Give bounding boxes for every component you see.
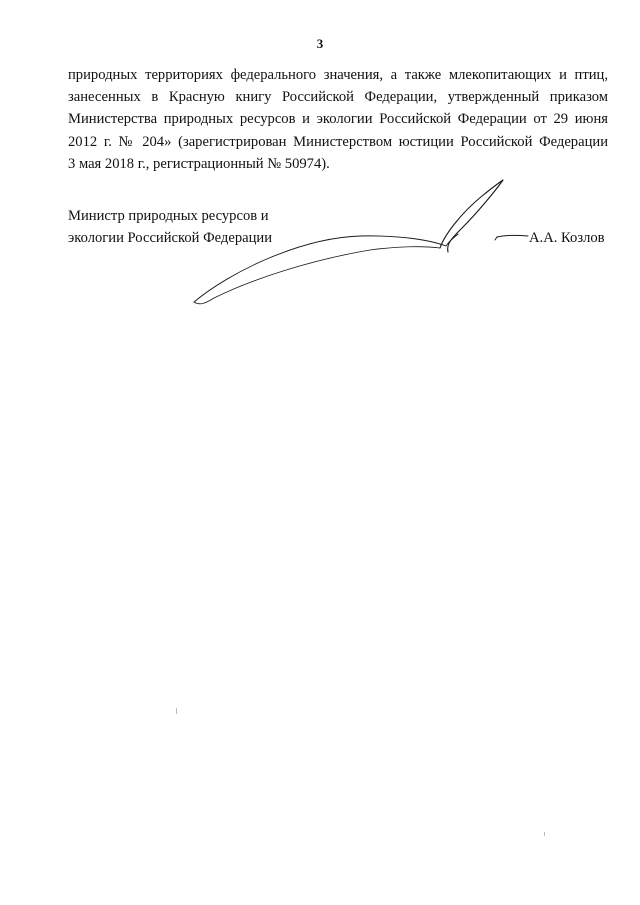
body-line-2: занесенных в Красную книгу Российской Федерации, утвержденный приказом [68,89,608,106]
signature-stroke-loop [440,180,503,252]
body-line-5: 3 мая 2018 г., регистрационный № 50974). [68,155,330,172]
signatory-title-line-2: экологии Российской Федерации [68,230,273,247]
scan-speck [176,708,177,714]
scan-speck [544,832,545,836]
signature-stroke-tick [495,237,497,240]
body-line-4: 2012 г. № 204» (зарегистрирован Министерством юстиции Российской Федерации [68,133,608,150]
signature-stroke-dash [497,235,528,237]
signatory-title-line-1: Министр природных ресурсов и [68,208,269,224]
signatory-title [68,205,272,249]
signatory-name: А.А. Козлов [529,230,605,246]
body-line-1: природных территориях федерального значения, а также млекопитающих и птиц, [68,67,608,83]
signature-stroke-hook [446,234,458,246]
body-paragraph [68,64,608,175]
signature-stroke-lower [194,247,440,304]
page-number: 3 [316,36,324,51]
body-line-3: Министерства природных ресурсов и экологии Российской Федерации от 29 июня [68,111,608,128]
